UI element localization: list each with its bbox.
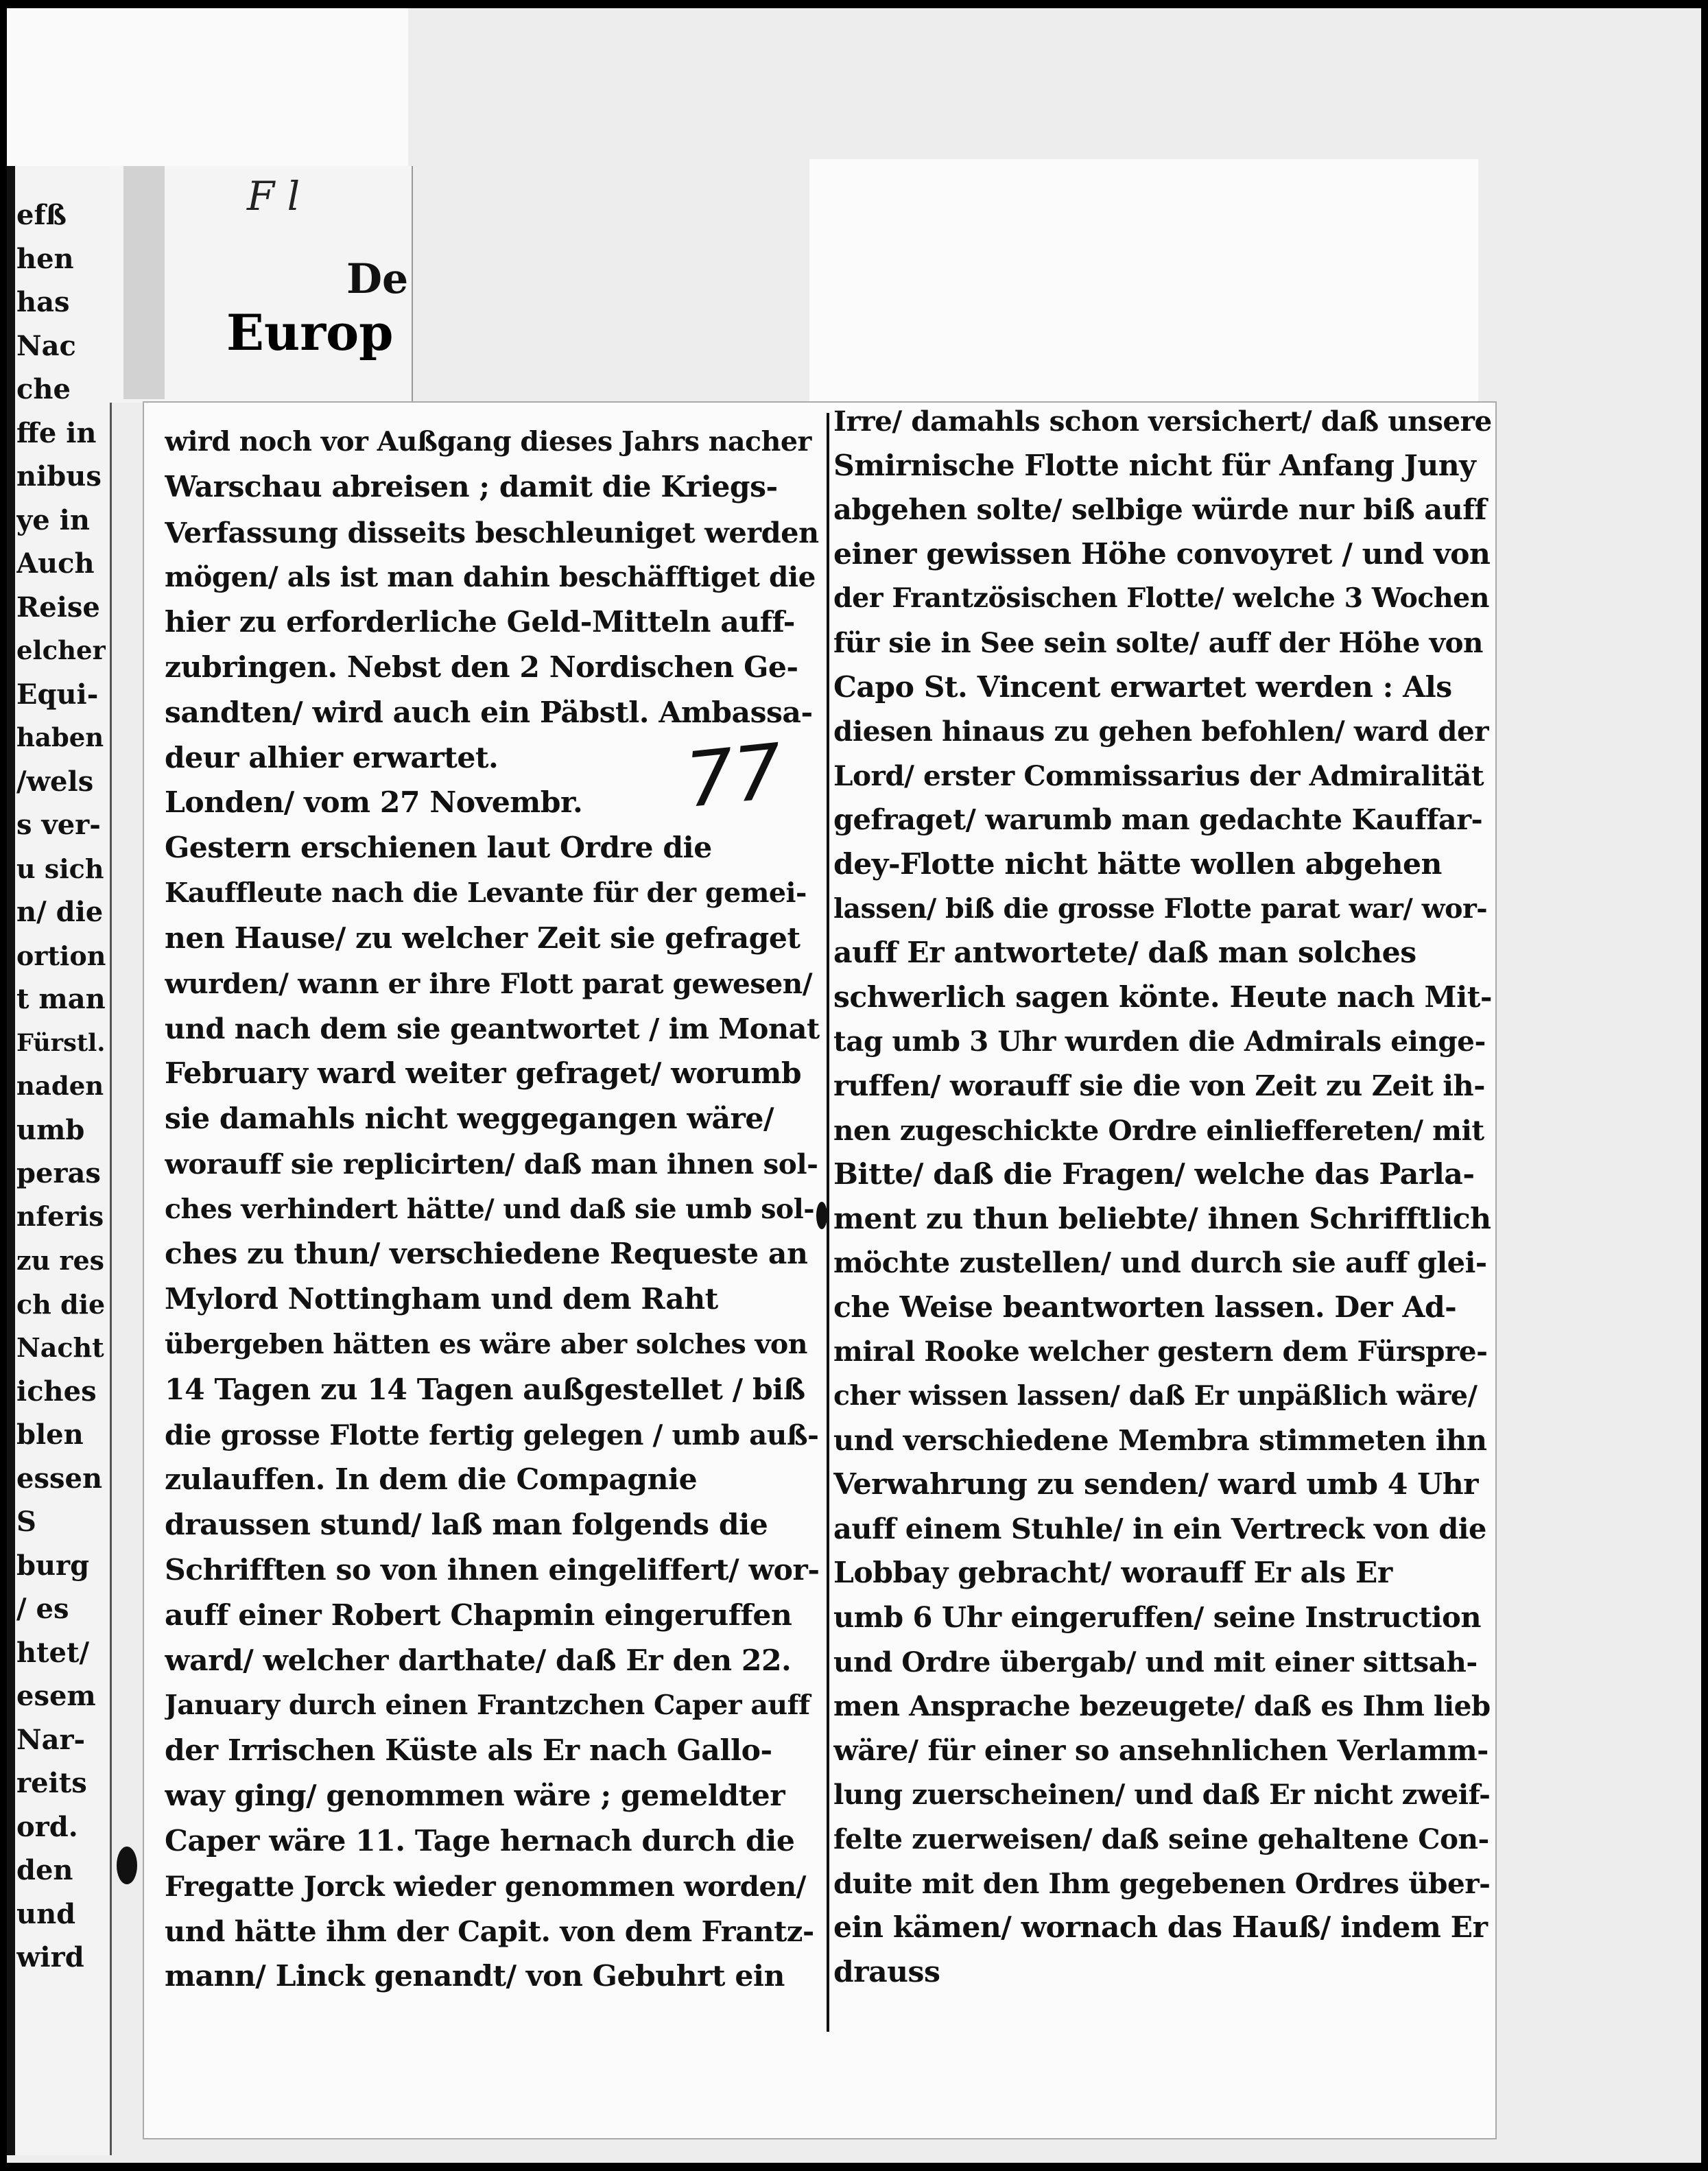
text-line: mann/ Linck genandt/ von Gebuhrt ein — [165, 1959, 785, 1994]
strip-text-line: ffe in — [16, 416, 97, 449]
strip-text-line: ord. — [16, 1810, 78, 1843]
text-line: duite mit den Ihm gegebenen Ordres über- — [833, 1866, 1491, 1900]
text-line: ward/ welcher darthate/ daß Er den 22. — [165, 1643, 792, 1678]
text-line: wurden/ wann er ihre Flott parat gewesen/ — [165, 966, 813, 1000]
strip-text-line: esem — [16, 1680, 96, 1712]
scan-edge — [7, 166, 15, 2155]
text-line: Verfassung disseits beschleuniget werden — [165, 515, 819, 549]
strip-text-line: htet/ — [16, 1636, 90, 1669]
text-line: Gestern erschienen laut Ordre die — [165, 831, 712, 866]
clipping-strip-text — [16, 193, 106, 1980]
strip-text-line: wird — [16, 1941, 84, 1973]
strip-text-line: haben — [16, 722, 104, 752]
strip-text-line: Equi- — [16, 678, 99, 711]
text-line: die grosse Flotte fertig gelegen / umb auß- — [165, 1418, 819, 1451]
text-line: Irre/ damahls schon versichert/ daß unsere — [833, 405, 1492, 438]
text-line: und hätte ihm der Capit. von dem Frantz- — [165, 1914, 814, 1949]
scanned-sheet — [7, 8, 1701, 2163]
text-line: mögen/ als ist man dahin beschäfftiget die — [165, 560, 816, 594]
text-line: der Frantzösischen Flotte/ welche 3 Wochen — [833, 582, 1489, 615]
strip-text-line: ch die — [16, 1288, 106, 1320]
text-line: lung zuerscheinen/ und daß Er nicht zweif- — [833, 1778, 1491, 1812]
text-line: worauff sie replicirten/ daß man ihnen sol- — [165, 1147, 818, 1181]
strip-text-line: u sich — [16, 853, 104, 884]
text-line: auff einer Robert Chapmin eingeruffen — [165, 1598, 792, 1633]
text-line: ches verhindert hätte/ und daß sie umb sol- — [165, 1193, 815, 1225]
text-line: Verwahrung zu senden/ ward umb 4 Uhr — [833, 1467, 1479, 1502]
strip-text-line: Reise — [16, 591, 100, 624]
text-line: February ward weiter gefraget/ worumb — [165, 1056, 802, 1091]
handwritten-annotation: 77 — [681, 727, 787, 824]
text-line: zulauffen. In dem die Compagnie — [165, 1462, 698, 1497]
strip-text-line: blen — [16, 1419, 84, 1451]
strip-text-line: ye in — [16, 503, 90, 536]
text-line: Capo St. Vincent erwartet werden : Als — [833, 669, 1452, 704]
text-line: lassen/ biß die grosse Flotte parat war/ wor- — [833, 892, 1488, 925]
text-line: und verschiedene Membra stimmeten ihn — [833, 1423, 1487, 1457]
text-line: auff Er antwortete/ daß man solches — [833, 936, 1416, 971]
text-line: ches zu thun/ verschiedene Requeste an — [165, 1237, 808, 1272]
text-line: und Ordre übergab/ und mit einer sittsah- — [833, 1645, 1478, 1678]
adjacent-clipping-strip — [7, 166, 112, 2155]
text-line: nen Hause/ zu welcher Zeit sie gefraget — [165, 921, 800, 956]
strip-text-line: Nac — [16, 329, 76, 362]
text-line: und nach dem sie geantwortet / im Monat — [165, 1012, 820, 1046]
right-text-column — [833, 399, 1492, 1994]
strip-text-line: den — [16, 1854, 73, 1886]
text-line: einer gewissen Höhe convoyret / und von — [833, 536, 1491, 571]
masthead-script: F l — [247, 173, 300, 220]
text-line: January durch einen Frantzchen Caper auff — [165, 1689, 810, 1722]
text-line: Bitte/ daß die Fragen/ welche das Parla- — [833, 1157, 1475, 1192]
ink-blot — [117, 1847, 137, 1884]
masthead-fragment — [110, 166, 413, 403]
strip-text-line: iches — [16, 1375, 97, 1408]
text-line: sie damahls nicht weggegangen wäre/ — [165, 1101, 774, 1136]
strip-text-line: reits — [16, 1767, 87, 1799]
text-line: hier zu erforderliche Geld-Mitteln auff- — [165, 605, 795, 640]
strip-text-line: Fürstl. — [16, 1028, 106, 1057]
strip-text-line: /wels — [16, 765, 94, 798]
left-text-column — [165, 420, 820, 2000]
text-line: möchte zustellen/ und durch sie auff glei- — [833, 1246, 1487, 1280]
text-line: Mylord Nottingham und dem Raht — [165, 1282, 718, 1317]
strip-text-line: t man — [16, 983, 106, 1015]
text-line: dey-Flotte nicht hätte wollen abgehen — [833, 846, 1442, 881]
text-line: way ging/ genommen wäre ; gemeldter — [165, 1778, 785, 1813]
strip-text-line: nferis — [16, 1200, 104, 1233]
strip-text-line: che — [16, 373, 71, 405]
text-line: diesen hinaus zu gehen befohlen/ ward der — [833, 715, 1489, 748]
strip-text-line: nibus — [16, 460, 102, 493]
strip-text-line: naden — [16, 1071, 104, 1101]
text-line: nen zugeschickte Ordre einlieffereten/ mit — [833, 1113, 1484, 1147]
text-line: tag umb 3 Uhr wurden die Admirals einge- — [833, 1025, 1486, 1058]
text-line: gefraget/ warumb man gedachte Kauffar- — [833, 803, 1483, 837]
masthead-line: De — [346, 255, 409, 303]
paper-background — [7, 8, 408, 166]
strip-text-line: zu res — [16, 1245, 105, 1276]
text-line: Kauffleute nach die Levante für der gemei- — [165, 877, 807, 909]
text-line: abgehen solte/ selbige würde nur biß auff — [833, 493, 1487, 527]
text-line: Schrifften so von ihnen eingeliffert/ wor- — [165, 1552, 820, 1587]
text-line: Lobbay gebracht/ worauff Er als Er — [833, 1556, 1392, 1591]
text-line: zubringen. Nebst den 2 Nordischen Ge- — [165, 650, 798, 685]
text-line: Fregatte Jorck wieder genommen worden/ — [165, 1869, 806, 1903]
text-line: ruffen/ worauff sie die von Zeit zu Zeit ih- — [833, 1068, 1485, 1102]
text-line: 14 Tagen zu 14 Tagen außgestellet / biß — [165, 1372, 805, 1407]
text-line: Londen/ vom 27 Novembr. — [165, 785, 583, 820]
strip-text-line: has — [16, 286, 70, 318]
text-line: für sie in See sein solte/ auff der Höhe von — [833, 626, 1483, 659]
text-line: miral Rooke welcher gestern dem Fürspre- — [833, 1335, 1488, 1368]
strip-text-line: umb — [16, 1113, 85, 1146]
text-line: felte zuerweisen/ daß seine gehaltene Con- — [833, 1823, 1489, 1855]
text-line: der Irrischen Küste als Er nach Gallo- — [165, 1733, 772, 1768]
text-line: ment zu thun beliebte/ ihnen Schrifftlich — [833, 1201, 1491, 1236]
ink-blot — [816, 1202, 827, 1229]
strip-text-line: S — [16, 1506, 36, 1538]
stain-mark — [123, 166, 165, 399]
text-line: drauss — [833, 1954, 940, 1989]
text-line: schwerlich sagen könte. Heute nach Mit- — [833, 980, 1492, 1015]
strip-text-line: elcher — [16, 635, 106, 665]
strip-text-line: Nar- — [16, 1723, 86, 1756]
text-line: wäre/ für einer so ansehnlichen Verlamm- — [833, 1733, 1488, 1767]
text-line: umb 6 Uhr eingeruffen/ seine Instruction — [833, 1600, 1482, 1635]
text-line: cher wissen lassen/ daß Er unpäßlich wäre/ — [833, 1380, 1478, 1412]
strip-text-line: n/ die — [16, 896, 104, 928]
strip-text-line: Nacht — [16, 1332, 104, 1363]
strip-text-line: und — [16, 1897, 76, 1930]
column-divider — [827, 413, 829, 2032]
strip-text-line: burg — [16, 1549, 90, 1582]
masthead-title: Europ — [226, 303, 394, 361]
text-line: sandten/ wird auch ein Päbstl. Ambassa- — [165, 695, 813, 730]
text-line: auff einem Stuhle/ in ein Vertreck von die — [833, 1511, 1486, 1545]
strip-text-line: essen — [16, 1462, 103, 1495]
text-line: Smirnische Flotte nicht für Anfang Juny — [833, 448, 1476, 483]
strip-text-line: efß — [16, 199, 67, 231]
text-line: draussen stund/ laß man folgends die — [165, 1508, 768, 1543]
strip-text-line: / es — [16, 1593, 69, 1625]
text-line: ein kämen/ wornach das Hauß/ indem Er — [833, 1910, 1488, 1945]
text-line: che Weise beantworten lassen. Der Ad- — [833, 1290, 1457, 1325]
strip-text-line: peras — [16, 1157, 101, 1189]
text-line: wird noch vor Außgang dieses Jahrs nacher — [165, 426, 811, 458]
text-line: übergeben hätten es wäre aber solches von — [165, 1328, 807, 1360]
text-line: deur alhier erwartet. — [165, 740, 499, 775]
text-line: Caper wäre 11. Tage hernach durch die — [165, 1823, 795, 1858]
strip-text-line: hen — [16, 242, 74, 275]
text-line: Lord/ erster Commissarius der Admiralität — [833, 759, 1484, 792]
strip-text-line: ortion — [16, 940, 106, 971]
strip-text-line: Auch — [16, 547, 95, 580]
right-column-paper — [809, 159, 1478, 413]
text-line: Warschau abreisen ; damit die Kriegs- — [165, 469, 778, 504]
strip-text-line: s ver- — [16, 809, 101, 841]
text-line: men Ansprache bezeugete/ daß es Ihm lieb — [833, 1689, 1491, 1723]
